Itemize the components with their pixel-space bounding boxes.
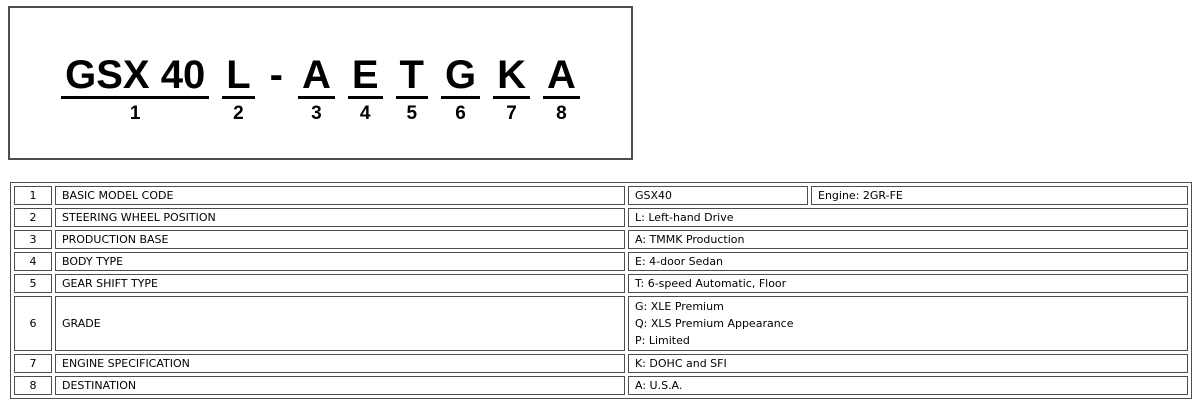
code-group-5 (396, 55, 428, 123)
row-number-cell: 3 (14, 230, 52, 249)
code-group-1 (61, 55, 209, 123)
item-label-cell: DESTINATION (55, 376, 625, 395)
code-group-7 (493, 55, 530, 123)
grade-option: Q: XLS Premium Appearance (635, 317, 794, 330)
dash-separator: - (269, 53, 283, 97)
value-cell: A: TMMK Production (628, 230, 1188, 249)
code-group-6 (441, 55, 480, 123)
table-row (14, 230, 1188, 249)
model-code-table (10, 182, 1192, 399)
value-cell (628, 296, 1188, 351)
row-number-cell: 6 (14, 296, 52, 351)
item-label-cell: GRADE (55, 296, 625, 351)
code-letters: A (543, 55, 580, 99)
table-row (14, 354, 1188, 373)
item-label-cell: BASIC MODEL CODE (55, 186, 625, 205)
code-letters: L (222, 55, 254, 99)
table-row (14, 296, 1188, 351)
model-code-box (8, 6, 633, 160)
table-row (14, 274, 1188, 293)
value-cell: T: 6-speed Automatic, Floor (628, 274, 1188, 293)
model-code (10, 55, 631, 123)
position-number: 3 (311, 103, 322, 124)
value-cell: L: Left-hand Drive (628, 208, 1188, 227)
value-cell: K: DOHC and SFI (628, 354, 1188, 373)
value-cell: A: U.S.A. (628, 376, 1188, 395)
position-number: 2 (233, 103, 244, 124)
row-number-cell: 2 (14, 208, 52, 227)
code-letters: K (493, 55, 530, 99)
code-letters: GSX 40 (61, 55, 209, 99)
code-letters: E (348, 55, 383, 99)
code-letters: T (396, 55, 428, 99)
item-label-cell: STEERING WHEEL POSITION (55, 208, 625, 227)
code-group-3 (298, 55, 335, 123)
table-row (14, 186, 1188, 205)
item-label-cell: BODY TYPE (55, 252, 625, 271)
position-number: 7 (506, 103, 517, 124)
value-cell: E: 4-door Sedan (628, 252, 1188, 271)
row-number-cell: 8 (14, 376, 52, 395)
value-cell: GSX40 (628, 186, 808, 205)
position-number: 4 (359, 103, 371, 124)
row-number-cell: 1 (14, 186, 52, 205)
code-separator-group (268, 55, 285, 123)
table-row (14, 208, 1188, 227)
code-group-8 (543, 55, 580, 123)
item-label-cell: GEAR SHIFT TYPE (55, 274, 625, 293)
table-row (14, 252, 1188, 271)
position-number: 1 (129, 103, 141, 124)
grade-option: P: Limited (635, 334, 690, 347)
code-group-4 (348, 55, 383, 123)
row-number-cell: 5 (14, 274, 52, 293)
position-number: 5 (406, 103, 418, 124)
position-number: 6 (455, 103, 466, 124)
engine-cell: Engine: 2GR-FE (811, 186, 1188, 205)
code-letters: A (298, 55, 335, 99)
table-row (14, 376, 1188, 395)
item-label-cell: ENGINE SPECIFICATION (55, 354, 625, 373)
grade-option: G: XLE Premium (635, 300, 724, 313)
row-number-cell: 4 (14, 252, 52, 271)
row-number-cell: 7 (14, 354, 52, 373)
code-letters: G (441, 55, 480, 99)
code-group-2 (222, 55, 254, 123)
item-label-cell: PRODUCTION BASE (55, 230, 625, 249)
position-number: 8 (556, 103, 567, 124)
